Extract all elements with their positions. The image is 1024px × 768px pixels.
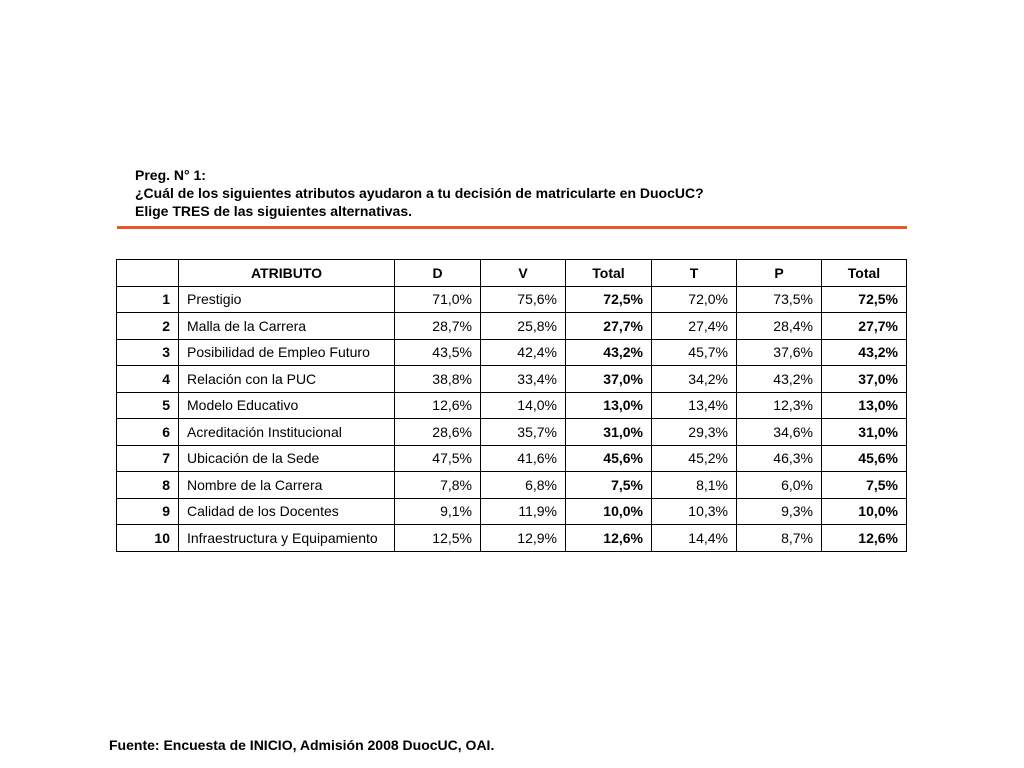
- value-d: 43,5%: [395, 339, 481, 366]
- header-index: [117, 260, 179, 287]
- row-index: 6: [117, 419, 179, 446]
- header-divider: [117, 226, 907, 229]
- value-t: 8,1%: [652, 472, 737, 499]
- table-row: [117, 366, 907, 393]
- value-total-tp: 45,6%: [822, 445, 907, 472]
- question-text: ¿Cuál de los siguientes atributos ayudaron a tu decisión de matricularte en DuocUC?: [135, 185, 704, 201]
- value-total-dv: 13,0%: [566, 392, 652, 419]
- attribute-name: Infraestructura y Equipamiento: [179, 525, 395, 552]
- value-total-dv: 27,7%: [566, 313, 652, 340]
- header-total-dv: Total: [566, 260, 652, 287]
- attribute-name: Prestigio: [179, 286, 395, 313]
- table-row: [117, 472, 907, 499]
- value-total-tp: 72,5%: [822, 286, 907, 313]
- value-t: 10,3%: [652, 498, 737, 525]
- value-p: 34,6%: [737, 419, 822, 446]
- value-p: 6,0%: [737, 472, 822, 499]
- question-header: [135, 166, 704, 220]
- value-d: 12,6%: [395, 392, 481, 419]
- value-d: 12,5%: [395, 525, 481, 552]
- question-number: Preg. N° 1:: [135, 167, 206, 183]
- value-total-dv: 37,0%: [566, 366, 652, 393]
- table-row: [117, 392, 907, 419]
- row-index: 1: [117, 286, 179, 313]
- value-t: 45,7%: [652, 339, 737, 366]
- value-t: 27,4%: [652, 313, 737, 340]
- header-t: T: [652, 260, 737, 287]
- value-total-tp: 10,0%: [822, 498, 907, 525]
- value-total-tp: 12,6%: [822, 525, 907, 552]
- value-v: 11,9%: [481, 498, 566, 525]
- value-total-tp: 27,7%: [822, 313, 907, 340]
- row-index: 10: [117, 525, 179, 552]
- value-p: 8,7%: [737, 525, 822, 552]
- value-p: 9,3%: [737, 498, 822, 525]
- row-index: 3: [117, 339, 179, 366]
- value-t: 29,3%: [652, 419, 737, 446]
- row-index: 7: [117, 445, 179, 472]
- value-v: 25,8%: [481, 313, 566, 340]
- value-v: 35,7%: [481, 419, 566, 446]
- value-d: 7,8%: [395, 472, 481, 499]
- table-row: [117, 445, 907, 472]
- attribute-name: Nombre de la Carrera: [179, 472, 395, 499]
- value-d: 38,8%: [395, 366, 481, 393]
- value-t: 14,4%: [652, 525, 737, 552]
- value-d: 71,0%: [395, 286, 481, 313]
- attribute-name: Acreditación Institucional: [179, 419, 395, 446]
- value-p: 12,3%: [737, 392, 822, 419]
- value-d: 28,6%: [395, 419, 481, 446]
- row-index: 2: [117, 313, 179, 340]
- value-p: 73,5%: [737, 286, 822, 313]
- value-total-dv: 31,0%: [566, 419, 652, 446]
- value-total-dv: 43,2%: [566, 339, 652, 366]
- value-p: 28,4%: [737, 313, 822, 340]
- table-row: [117, 498, 907, 525]
- value-d: 28,7%: [395, 313, 481, 340]
- results-table: [116, 259, 907, 552]
- value-p: 43,2%: [737, 366, 822, 393]
- row-index: 4: [117, 366, 179, 393]
- attribute-name: Posibilidad de Empleo Futuro: [179, 339, 395, 366]
- question-instruction: Elige TRES de las siguientes alternativas.: [135, 203, 412, 219]
- value-total-tp: 37,0%: [822, 366, 907, 393]
- attribute-name: Malla de la Carrera: [179, 313, 395, 340]
- attribute-name: Ubicación de la Sede: [179, 445, 395, 472]
- header-total-tp: Total: [822, 260, 907, 287]
- value-v: 14,0%: [481, 392, 566, 419]
- value-total-dv: 12,6%: [566, 525, 652, 552]
- value-total-dv: 72,5%: [566, 286, 652, 313]
- value-total-dv: 10,0%: [566, 498, 652, 525]
- table-row: [117, 286, 907, 313]
- value-t: 45,2%: [652, 445, 737, 472]
- value-d: 47,5%: [395, 445, 481, 472]
- header-p: P: [737, 260, 822, 287]
- header-d: D: [395, 260, 481, 287]
- value-total-tp: 13,0%: [822, 392, 907, 419]
- row-index: 9: [117, 498, 179, 525]
- value-v: 41,6%: [481, 445, 566, 472]
- source-note: Fuente: Encuesta de INICIO, Admisión 2008 DuocUC, OAI.: [109, 737, 495, 753]
- value-p: 46,3%: [737, 445, 822, 472]
- row-index: 8: [117, 472, 179, 499]
- header-attribute: ATRIBUTO: [179, 260, 395, 287]
- value-total-tp: 7,5%: [822, 472, 907, 499]
- table-row: [117, 419, 907, 446]
- value-v: 12,9%: [481, 525, 566, 552]
- value-total-dv: 7,5%: [566, 472, 652, 499]
- value-t: 34,2%: [652, 366, 737, 393]
- table-row: [117, 525, 907, 552]
- value-v: 33,4%: [481, 366, 566, 393]
- value-d: 9,1%: [395, 498, 481, 525]
- value-v: 42,4%: [481, 339, 566, 366]
- value-t: 72,0%: [652, 286, 737, 313]
- value-t: 13,4%: [652, 392, 737, 419]
- table-row: [117, 313, 907, 340]
- attribute-name: Relación con la PUC: [179, 366, 395, 393]
- value-total-tp: 31,0%: [822, 419, 907, 446]
- attribute-name: Calidad de los Docentes: [179, 498, 395, 525]
- value-v: 6,8%: [481, 472, 566, 499]
- row-index: 5: [117, 392, 179, 419]
- value-total-dv: 45,6%: [566, 445, 652, 472]
- table-header-row: [117, 260, 907, 287]
- attribute-name: Modelo Educativo: [179, 392, 395, 419]
- value-v: 75,6%: [481, 286, 566, 313]
- table-row: [117, 339, 907, 366]
- value-p: 37,6%: [737, 339, 822, 366]
- header-v: V: [481, 260, 566, 287]
- value-total-tp: 43,2%: [822, 339, 907, 366]
